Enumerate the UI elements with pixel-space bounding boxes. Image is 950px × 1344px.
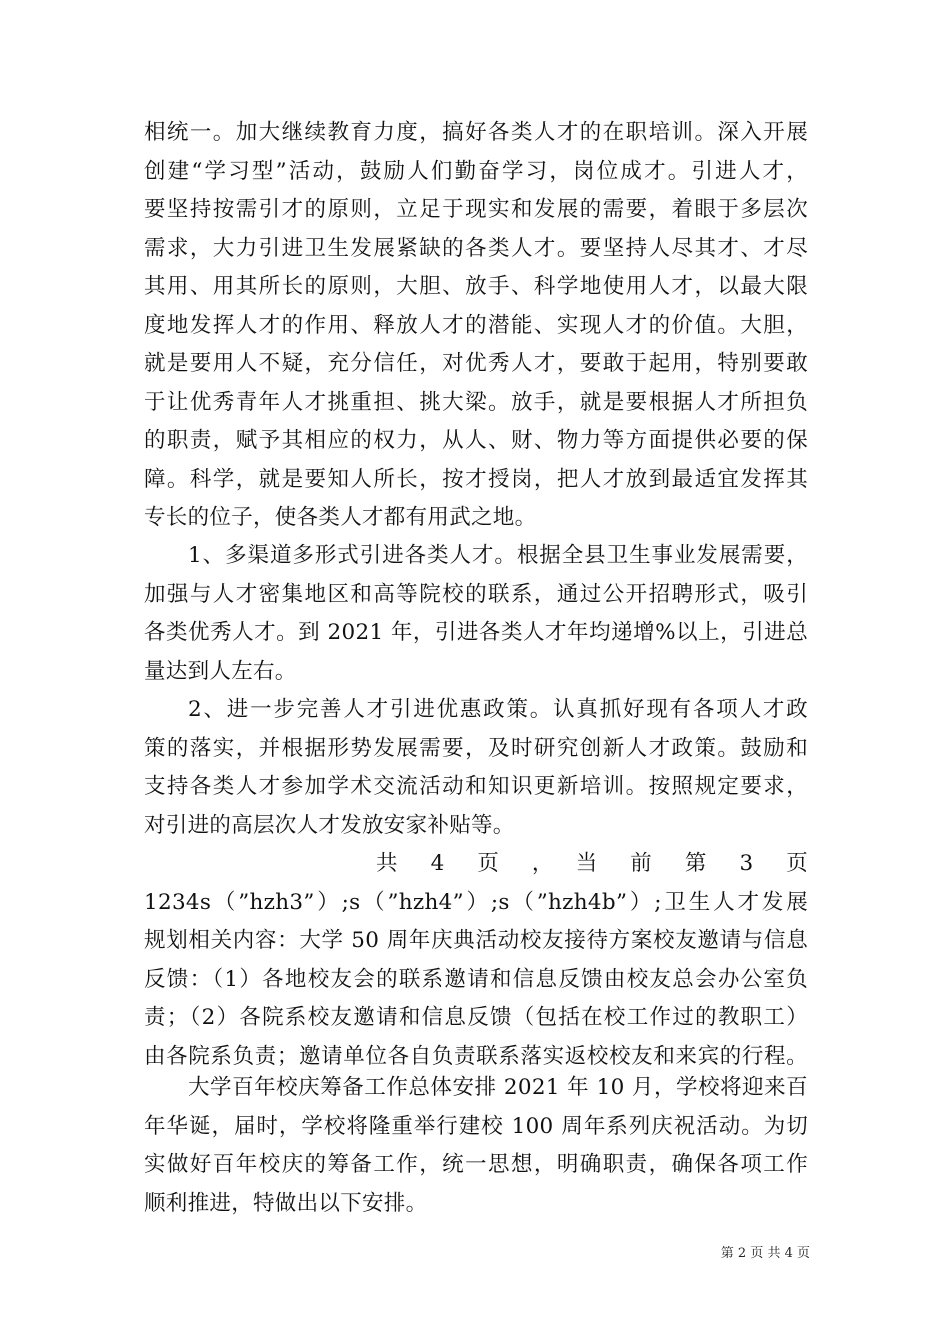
- text-line: 需求，大力引进卫生发展紧缺的各类人才。要坚持人尽其才、才尽: [144, 235, 808, 261]
- text-line: 于让优秀青年人才挑重担、挑大梁。放手，就是要根据人才所担负: [144, 389, 808, 415]
- body-text-section-3: [144, 1069, 808, 1223]
- text-line: 各类优秀人才。到 2021 年，引进各类人才年均递增%以上，引进总: [144, 620, 808, 645]
- text-line: 规划相关内容：大学 50 周年庆典活动校友接待方案校友邀请与信息: [144, 928, 808, 953]
- text-line: 策的落实，并根据形势发展需要，及时研究创新人才政策。鼓励和: [144, 735, 808, 761]
- text-line: 专长的位子，使各类人才都有用武之地。: [144, 505, 537, 530]
- text-line: 量达到人左右。: [144, 658, 297, 684]
- text-line: 障。科学，就是要知人所长，按才授岗，把人才放到最适宜发挥其: [144, 466, 808, 492]
- text-line: 1234s（”hzh3”）;s（”hzh4”）;s（”hzh4b”）;卫生人才发展: [144, 889, 808, 915]
- paragraph-first-line: 1、多渠道多形式引进各类人才。根据全县卫生事业发展需要，: [188, 543, 808, 568]
- text-line: 其用、用其所长的原则，大胆、放手、科学地使用人才，以最大限: [144, 274, 808, 299]
- paragraph-first-line: 大学百年校庆筹备工作总体安排 2021 年 10 月，学校将迎来百: [188, 1075, 808, 1100]
- text-line: 实做好百年校庆的筹备工作，统一思想，明确职责，确保各项工作: [144, 1152, 808, 1177]
- text-line: 度地发挥人才的作用、释放人才的潜能、实现人才的价值。大胆，: [144, 312, 808, 338]
- text-line: 反馈：（1）各地校友会的联系邀请和信息反馈由校友总会办公室负: [144, 966, 808, 992]
- text-line: 加强与人才密集地区和高等院校的联系，通过公开招聘形式，吸引: [144, 581, 808, 607]
- paragraph-first-line: 2、进一步完善人才引进优惠政策。认真抓好现有各项人才政: [188, 697, 808, 722]
- body-text-section-2: [144, 537, 808, 1076]
- page-count-line: 共 4 页 ， 当 前 第 3 页: [376, 851, 808, 876]
- text-line: 对引进的高层次人才发放安家补贴等。: [144, 812, 515, 838]
- text-line: 创建“学习型”活动，鼓励人们勤奋学习，岗位成才。引进人才，: [144, 158, 808, 184]
- text-line: 相统一。加大继续教育力度，搞好各类人才的在职培训。深入开展: [144, 120, 808, 145]
- text-line: 的职责，赋予其相应的权力，从人、财、物力等方面提供必要的保: [144, 428, 808, 453]
- text-line: 顺利推进，特做出以下安排。: [144, 1190, 428, 1216]
- text-line: 支持各类人才参加学术交流活动和知识更新培训。按照规定要求，: [144, 774, 808, 799]
- page-footer: 第 2 页 共 4 页: [720, 1246, 810, 1261]
- text-line: 就是要用人不疑，充分信任，对优秀人才，要敢于起用，特别要敢: [144, 351, 808, 376]
- body-text-section-1: [144, 114, 808, 538]
- text-line: 责；（2）各院系校友邀请和信息反馈（包括在校工作过的教职工）: [144, 1005, 808, 1030]
- text-line: 由各院系负责；邀请单位各自负责联系落实返校校友和来宾的行程。: [144, 1043, 808, 1069]
- text-line: 要坚持按需引才的原则，立足于现实和发展的需要，着眼于多层次: [144, 197, 808, 222]
- text-line: 年华诞，届时，学校将隆重举行建校 100 周年系列庆祝活动。为切: [144, 1113, 808, 1139]
